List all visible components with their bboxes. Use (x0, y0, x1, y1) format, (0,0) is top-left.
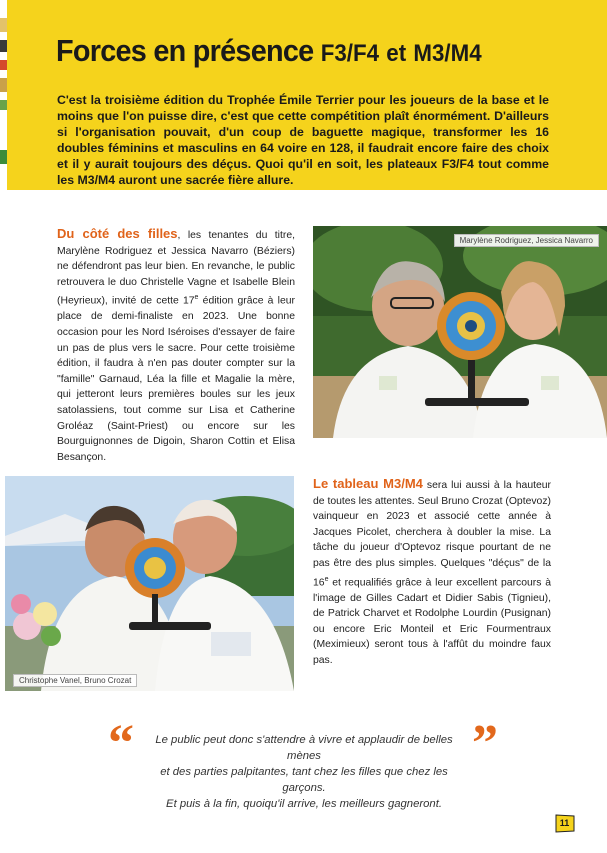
photo-men-illustration (5, 476, 294, 691)
page-title (56, 33, 482, 69)
quote-close-mark: ” (472, 715, 498, 772)
intro-paragraph: C'est la troisième édition du Trophée Émile Terrier pour les joueurs de la base et le moins que l'on puisse dire, c'est que cette compétition plaît énormément. D'ailleurs si l'organisation pouvait, d'un coup de baguette magique, transformer les 16 doubles féminins et masculins en 64 voire en 128, il faudrait encore faire des choix et il y aurait toujours des déçus. Quoi qu'il en soit, les plateaux F3/F4 tout comme les M3/M4 auront une sacrée fière allure. (57, 93, 549, 187)
title-main: Forces en présence (56, 33, 314, 68)
article-women-body-2: édition grâce à leur place de demi-finaliste en 2023. Une bonne occasion pour les Nord Iséroises d'essayer de faire un pas de plus vers le sacre. Pour cette troisième édition, il faudra à n'en pas douter compter sur la "famille" Garnaud, Léa la fille et Magalie la mère, qui jetteront leurs premières boules sur les jeux satolassiens, tout comme sur Lisa et Catherine Groléaz (Saint-Priest) ou encore sur les Bourguignonnes de Digoin, Sharon Cottin et Elisa Besançon. (57, 295, 295, 463)
photo-women-caption: Marylène Rodriguez, Jessica Navarro (454, 234, 599, 247)
article-men-body-1: sera lui aussi à la hauteur de toutes les attentes. Seul Bruno Crozat (Optevoz) vainqueur en 2023 et associé cette année à Jacques Picolet, cherchera à doubler la mise. La tâche du joueur d'Optevoz risque pourtant de ne pas être des plus simples. Quelques "déçus" de la 16 (313, 480, 551, 589)
pull-quote-line-1: Le public peut donc s'attendre à vivre et applaudir de belles mènes (155, 734, 453, 762)
page-number-label: 11 (559, 818, 570, 828)
photo-women-winners (313, 226, 607, 438)
pull-quote-line-3: Et puis à la fin, quoiqu'il arrive, les meilleurs gagneront. (166, 798, 442, 810)
title-joiner: et (386, 40, 407, 67)
article-women-body-1: , les tenantes du titre, Marylène Rodriguez et Jessica Navarro (Béziers) ne défendront pas leur bien. En revanche, le public retrouvera le duo Christelle Vagne et Isabelle Blein (Heyrieux), invité de cette 17 (57, 230, 295, 307)
article-men-body-2: et requalifiés grâce à leur excellent parcours à l'image de Gilles Cadart et Didier Sabis (Tignieu), de Patrick Charvet et Rodolphe Lourdin (Pusignan) ou encore Eric Monteil et Eric Fourmentraux (Meximieux) seront tous à l'affût du moindre faux pas. (313, 577, 551, 666)
photo-women-illustration (313, 226, 607, 438)
photo-men-caption: Christophe Vanel, Bruno Crozat (13, 674, 137, 687)
article-women-sup: e (194, 294, 199, 302)
article-women-lead: Du côté des filles (57, 226, 178, 241)
article-women (57, 226, 295, 465)
photo-men-winners (5, 476, 294, 691)
title-category-women: F3/F4 (320, 40, 380, 67)
title-category-men: M3/M4 (413, 40, 482, 67)
quote-open-mark: “ (108, 715, 134, 772)
pull-quote (137, 732, 471, 812)
article-men-lead: Le tableau M3/M4 (313, 476, 423, 491)
pull-quote-line-2: et des parties palpitantes, tant chez les filles que chez les garçons. (160, 766, 448, 794)
article-men-sup: e (324, 575, 329, 583)
page-number (555, 814, 576, 834)
article-men (313, 476, 551, 669)
previous-page-edge (0, 0, 7, 190)
